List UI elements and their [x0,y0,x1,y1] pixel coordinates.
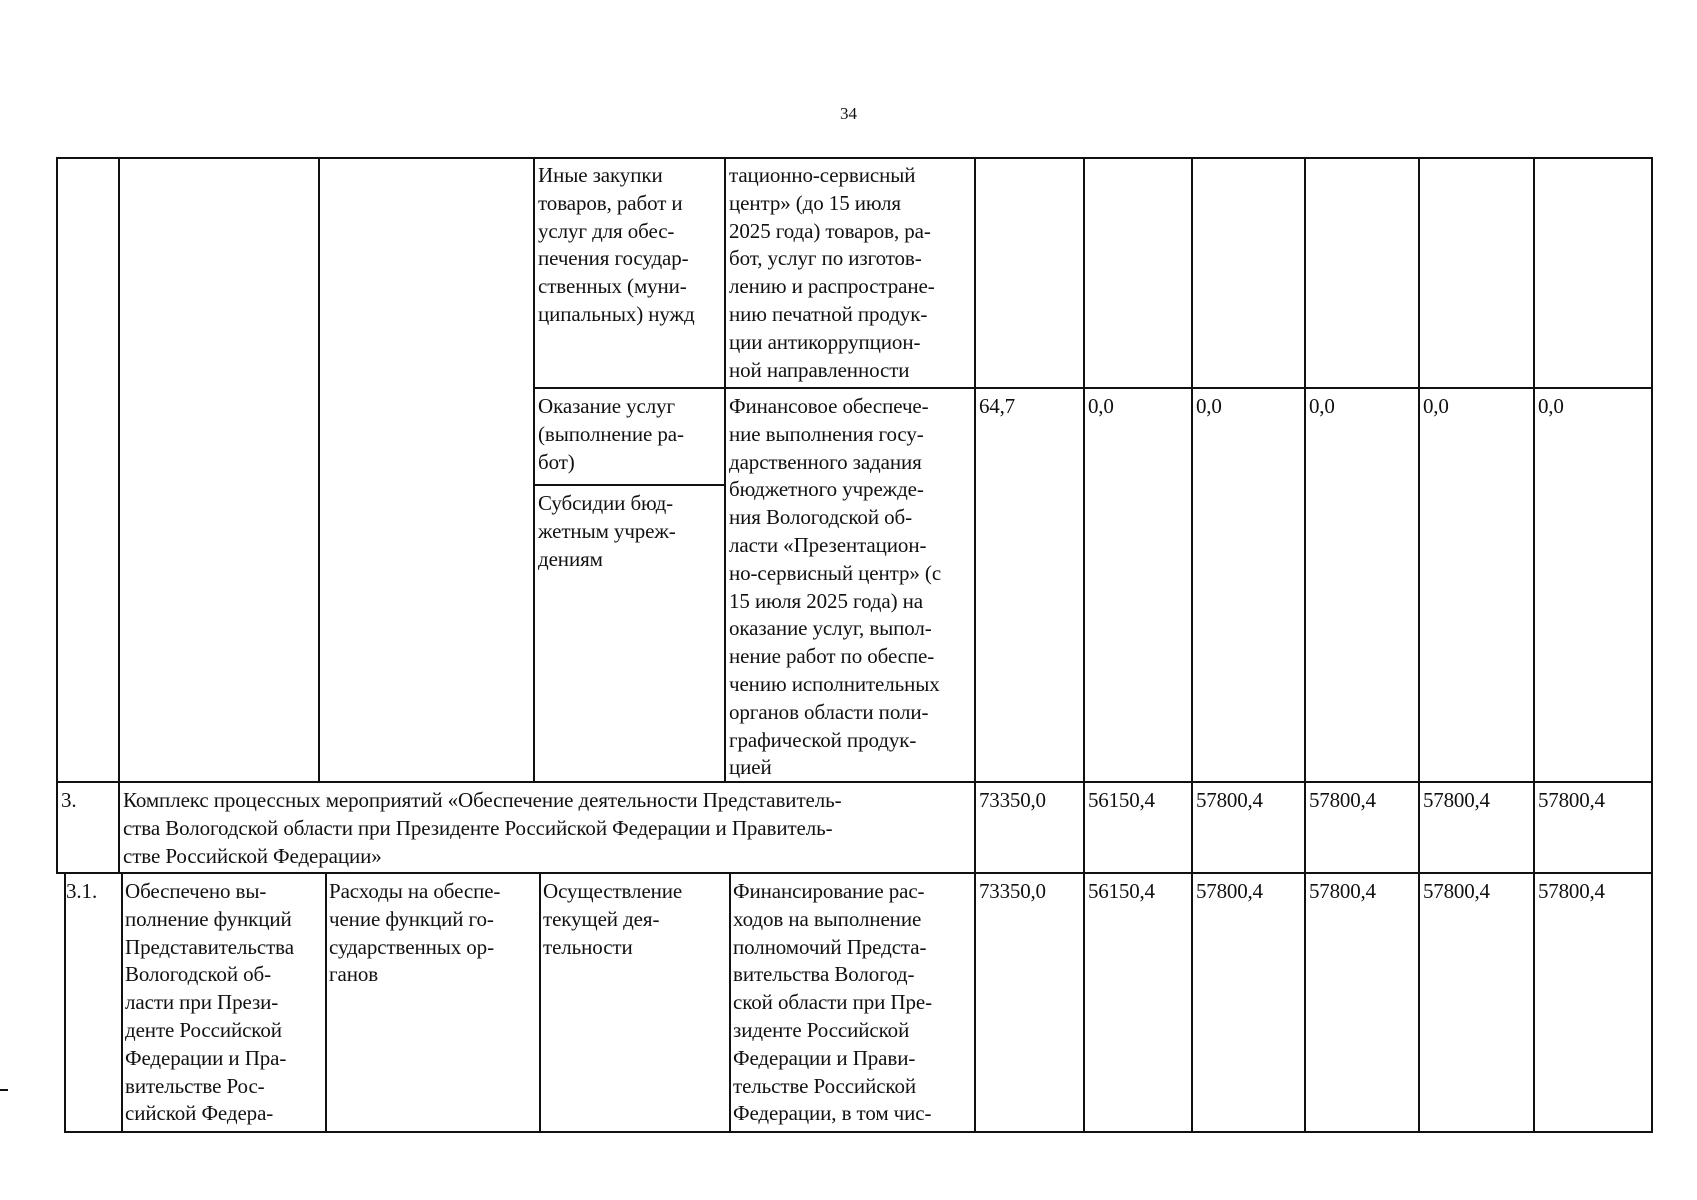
col-border-number-section-3 [118,781,120,874]
col-border-number-upper [118,157,120,783]
table-top-border [56,157,1653,159]
col-border-value-6 [1533,157,1535,1133]
cell-value-3: 0,0 [1196,394,1222,418]
row-divider-3-1 [56,872,1653,874]
cell-row-3-1-value-6: 57800,4 [1538,879,1605,903]
cell-section-value-3: 57800,4 [1196,788,1263,812]
col-border-right [1651,157,1653,1133]
cell-section-value-6: 57800,4 [1538,788,1605,812]
col-border-value-3 [1191,157,1193,1133]
cell-section-value-1: 73350,0 [979,788,1046,812]
col-border-value-4 [1304,157,1306,1133]
cell-row-3-1-value-4: 57800,4 [1309,879,1376,903]
cell-section-title: Комплекс процессных мероприятий «Обеспечение деятельности Представитель- ства Вологодской области при Президенте Российской Федерации и Правитель- стве Российской Федерации» [123,788,842,868]
col-border-expense-upper [533,157,535,783]
cell-section-number: 3. [61,788,77,812]
cell-row-3-1-expense: Расходы на обеспе- чение функций го- сударственных ор- ганов [329,879,501,987]
col-border-left-upper [56,157,58,783]
col-border-direction-3-1 [729,872,731,1133]
col-border-number-3-1 [121,872,123,1133]
col-border-result-upper [318,157,320,783]
row-divider-subsidy [533,484,726,486]
table-bottom-border [64,1131,1653,1133]
cell-description-state-task: Финансовое обеспече- ние выполнения госу- дарственного задания бюджетного учрежде- ния Вологодской об- ласти «Презентацион- но-сервисный центр» (с 15 июля 2025 года) на оказание услуг, выпол- нение работ по обеспе- чению исполнительных органов области поли- графической продук- цией [729,394,942,780]
col-border-left-3-1 [64,872,66,1133]
col-border-value-2 [1083,157,1085,1133]
cell-section-value-2: 56150,4 [1088,788,1155,812]
cell-section-value-5: 57800,4 [1423,788,1490,812]
cell-row-3-1-value-5: 57800,4 [1423,879,1490,903]
cell-value-1: 64,7 [979,394,1015,418]
cell-row-3-1-value-2: 56150,4 [1088,879,1155,903]
cell-row-3-1-value-3: 57800,4 [1196,879,1263,903]
cell-row-3-1-result: Обеспечено вы- полнение функций Представительства Вологодской об- ласти при Прези- денте Российской Федерации и Пра- вительстве Рос- сийской Федера- [125,879,294,1126]
col-border-direction-upper [724,157,726,783]
cell-row-3-1-number: 3.1. [66,879,98,903]
cell-value-6: 0,0 [1538,394,1564,418]
row-divider-services [533,387,1653,389]
cell-value-2: 0,0 [1088,394,1114,418]
cell-direction-other-procurement: Иные закупки товаров, работ и услуг для обес- печения государ- ственных (муни- ципальных) нужд [538,163,695,326]
cell-direction-subsidy: Субсидии бюд- жетным учреж- дениям [538,491,676,571]
cell-description-anticorruption: тационно-сервисный центр» (до 15 июля 2025 года) товаров, ра- бот, услуг по изготов- лению и распростране- нию печатной продук- ции антикоррупцион- ной направленности [729,163,935,382]
cell-row-3-1-value-1: 73350,0 [979,879,1046,903]
cell-row-3-1-direction: Осуществление текущей дея- тельности [543,879,683,959]
cell-value-4: 0,0 [1309,394,1335,418]
cell-value-5: 0,0 [1423,394,1449,418]
col-border-result-3-1 [325,872,327,1133]
cell-section-value-4: 57800,4 [1309,788,1376,812]
col-border-left-section-3 [56,781,58,874]
col-border-expense-3-1 [539,872,541,1133]
cell-direction-services: Оказание услуг (выполнение ра- бот) [538,394,684,474]
page-number: 34 [840,104,857,123]
col-border-value-1 [974,157,976,1133]
col-border-value-5 [1418,157,1420,1133]
cell-row-3-1-description: Финансирование рас- ходов на выполнение полномочий Предста- вительства Вологод- ской области при Пре- зиденте Российской Федерации и Прави- тельстве Российской Федерации, в том чис- [733,879,932,1126]
